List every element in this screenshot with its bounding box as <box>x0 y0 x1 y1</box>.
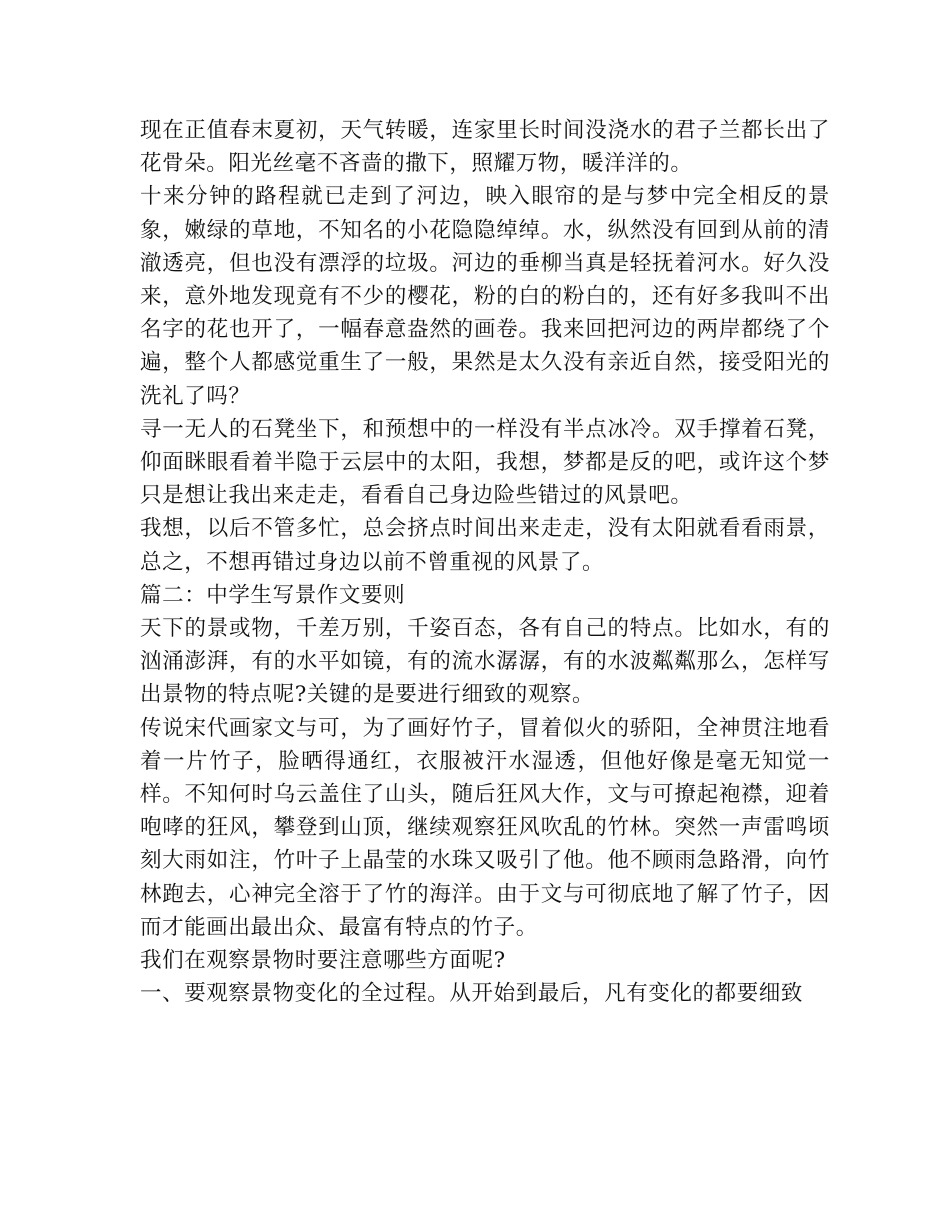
paragraph-stone-bench: 寻一无人的石凳坐下，和预想中的一样没有半点冰冷。双手撑着石凳，仰面眯眼看着半隐于云层中的太阳，我想，梦都是反的吧，或许这个梦只是想让我出来走走，看看自己身边险些错过的风景吧。 <box>140 416 830 509</box>
paragraph-wen-yuke-story: 传说宋代画家文与可，为了画好竹子，冒着似火的骄阳，全神贯注地看着一片竹子，脸晒得通红，衣服被汗水湿透，但他好像是毫无知觉一样。不知何时乌云盖住了山头，随后狂风大作，文与可撩起袍襟，迎着咆哮的狂风，攀登到山顶，继续观察狂风吹乱的竹林。突然一声雷鸣顷刻大雨如注，竹叶子上晶莹的水珠又吸引了他。他不顾雨急路滑，向竹林跑去，心神完全溶于了竹的海洋。由于文与可彻底地了解了竹子，因而才能画出最出众、最富有特点的竹子。 <box>140 715 830 940</box>
paragraph-scenery-features: 天下的景或物，千差万别，千姿百态，各有自己的特点。比如水，有的汹涌澎湃，有的水平如镜，有的流水潺潺，有的水波粼粼那么，怎样写出景物的特点呢?关键的是要进行细致的观察。 <box>140 616 830 708</box>
paragraph-spring-intro: 现在正值春末夏初，天气转暖，连家里长时间没浇水的君子兰都长出了花骨朵。阳光丝毫不吝啬的撒下，照耀万物，暖洋洋的。 <box>140 118 830 177</box>
section-heading: 篇二：中学生写景作文要则 <box>140 582 406 608</box>
paragraph-resolution: 我想，以后不管多忙，总会挤点时间出来走走，没有太阳就看看雨景，总之，不想再错过身边以前不曾重视的风景了。 <box>140 516 830 575</box>
paragraph-riverside: 十来分钟的路程就已走到了河边，映入眼帘的是与梦中完全相反的景象，嫩绿的草地，不知名的小花隐隐绰绰。水，纵然没有回到从前的清澈透亮，但也没有漂浮的垃圾。河边的垂柳当真是轻抚着河水。好久没来，意外地发现竟有不少的樱花，粉的白的粉白的，还有好多我叫不出名字的花也开了，一幅春意盎然的画卷。我来回把河边的两岸都绕了个遍，整个人都感觉重生了一般，果然是太久没有亲近自然，接受阳光的洗礼了吗？ <box>140 184 830 409</box>
document-body <box>140 114 830 1010</box>
paragraph-observation-question: 我们在观察景物时要注意哪些方面呢? <box>140 948 506 974</box>
paragraph-point-one: 一、要观察景物变化的全过程。从开始到最后，凡有变化的都要细致 <box>140 981 804 1007</box>
